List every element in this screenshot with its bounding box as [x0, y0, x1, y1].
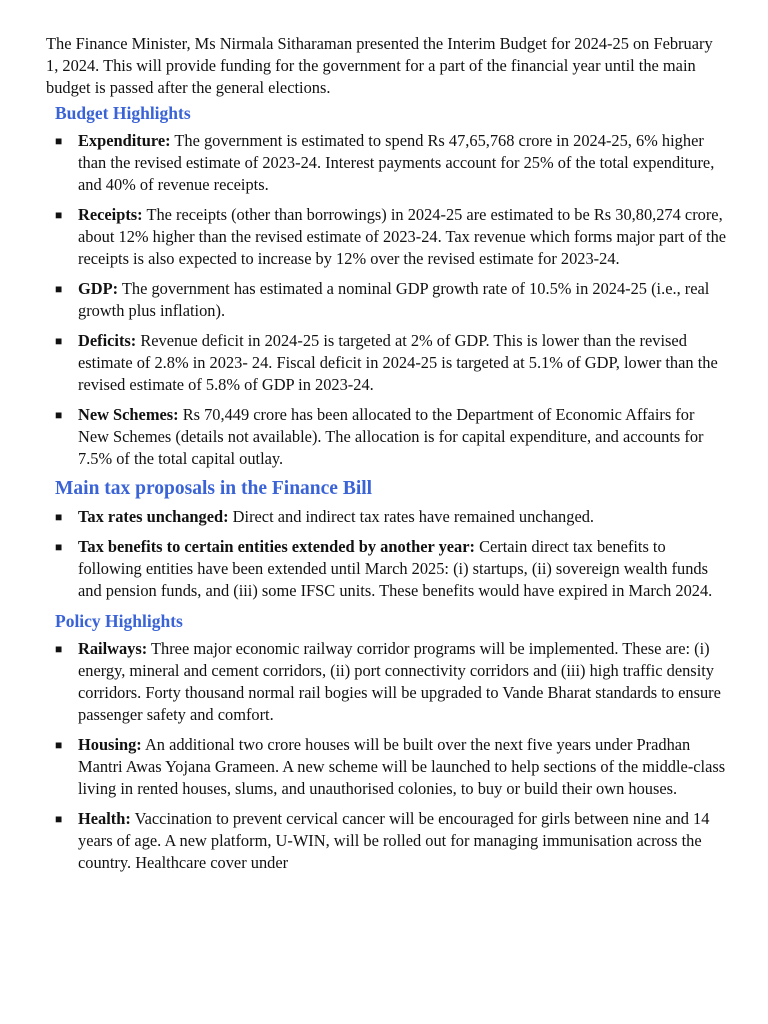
item-term: Health:	[78, 809, 131, 828]
item-text: The government has estimated a nominal GDP growth rate of 10.5% in 2024-25 (i.e., real growth plus inflation).	[78, 279, 710, 320]
list-item	[46, 130, 728, 196]
bullet-marker-icon: ■	[55, 134, 63, 148]
list-item	[46, 506, 728, 528]
bullet-marker-icon: ■	[55, 334, 63, 348]
bullet-marker-icon: ■	[55, 408, 63, 422]
bullet-marker-icon: ■	[55, 510, 63, 524]
item-text: The government is estimated to spend Rs 47,65,768 crore in 2024-25, 6% higher than the revised estimate of 2023-24. Interest payments account for 25% of the total expenditure, and 40% of revenue receipts.	[78, 131, 715, 194]
list-item	[46, 278, 728, 322]
section-policy-highlights	[46, 610, 728, 874]
item-term: Expenditure:	[78, 131, 171, 150]
bullet-marker-icon: ■	[55, 642, 63, 656]
item-term: GDP:	[78, 279, 119, 298]
item-text: Three major economic railway corridor programs will be implemented. These are: (i) energy, mineral and cement corridors, (ii) port connectivity corridors and (iii) high traffic density corridors. Forty thousand normal rail bogies will be upgraded to Vande Bharat standards to ensure passenger safety and comfort.	[78, 639, 721, 724]
item-text: Certain direct tax benefits to following entities have been extended until March 2025: (i) startups, (ii) sovereign wealth funds and pension funds, and (iii) some IFSC units. These benefits would have expired in March 2024.	[78, 537, 713, 600]
bullet-list	[46, 638, 728, 874]
item-term: Receipts:	[78, 205, 143, 224]
bullet-marker-icon: ■	[55, 282, 63, 296]
item-term: Tax rates unchanged:	[78, 507, 229, 526]
bullet-marker-icon: ■	[55, 208, 63, 222]
list-item	[46, 404, 728, 470]
section-heading: Policy Highlights	[55, 611, 183, 631]
item-text: The receipts (other than borrowings) in 2024-25 are estimated to be Rs 30,80,274 crore, about 12% higher than the revised estimate of 2023-24. Tax revenue which forms major part of the receipts is also expected to increase by 12% over the revised estimate for 2023-24.	[78, 205, 727, 268]
item-text: Direct and indirect tax rates have remained unchanged.	[228, 507, 595, 526]
list-item	[46, 734, 728, 800]
list-item	[46, 536, 728, 602]
item-term: Housing:	[78, 735, 142, 754]
item-term: Railways:	[78, 639, 148, 658]
item-term: Deficits:	[78, 331, 137, 350]
bullet-marker-icon: ■	[55, 540, 63, 554]
list-item	[46, 808, 728, 874]
section-heading: Budget Highlights	[55, 103, 191, 123]
bullet-marker-icon: ■	[55, 812, 63, 826]
bullet-marker-icon: ■	[55, 738, 63, 752]
item-term: Tax benefits to certain entities extended by another year:	[78, 537, 475, 556]
item-text: Rs 70,449 crore has been allocated to the Department of Economic Affairs for New Schemes (details not available). The allocation is for capital expenditure, and accounts for 7.5% of the total capital outlay.	[78, 405, 704, 468]
section-budget-highlights	[46, 102, 728, 470]
bullet-list	[46, 130, 728, 470]
item-term: New Schemes:	[78, 405, 179, 424]
item-text: Vaccination to prevent cervical cancer will be encouraged for girls between nine and 14 years of age. A new platform, U-WIN, will be rolled out for managing immunisation across the country. Healthcare cover under	[78, 809, 710, 872]
item-text: An additional two crore houses will be built over the next five years under Pradhan Mantri Awas Yojana Grameen. A new scheme will be launched to help sections of the middle-class living in rented houses, slums, and unauthorised colonies, to buy or build their own houses.	[78, 735, 726, 798]
section-tax-proposals	[46, 478, 728, 602]
intro-paragraph: The Finance Minister, Ms Nirmala Sitharaman presented the Interim Budget for 2024-25 on February 1, 2024. This will provide funding for the government for a part of the financial year until the main budget is passed after the general elections.	[46, 34, 713, 97]
list-item	[46, 638, 728, 726]
section-heading: Main tax proposals in the Finance Bill	[55, 478, 373, 499]
list-item	[46, 330, 728, 396]
list-item	[46, 204, 728, 270]
item-text: Revenue deficit in 2024-25 is targeted at 2% of GDP. This is lower than the revised estimate of 2.8% in 2023- 24. Fiscal deficit in 2024-25 is targeted at 5.1% of GDP, lower than the revised estimate of 5.8% of GDP in 2023-24.	[78, 331, 718, 394]
bullet-list	[46, 506, 728, 602]
